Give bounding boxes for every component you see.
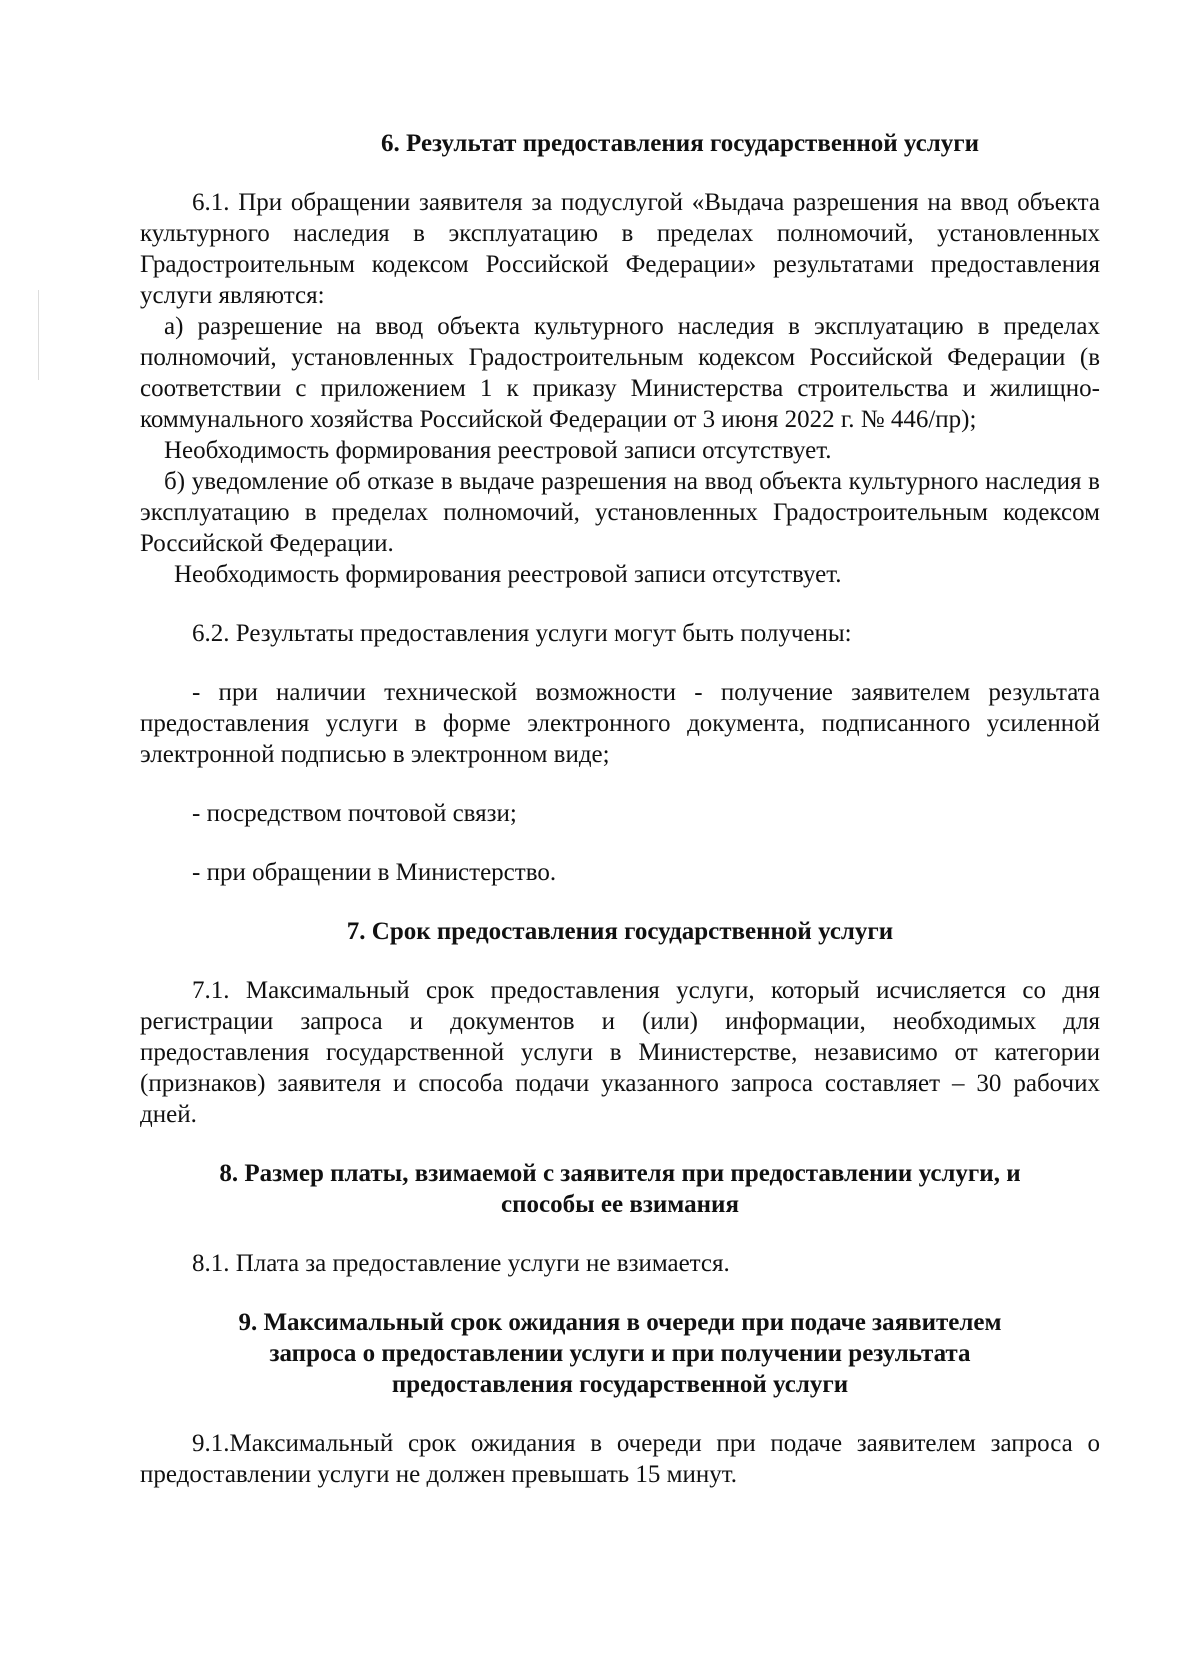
item-6-1-b-note: Необходимость формирования реестровой записи отсутствует. bbox=[174, 561, 842, 588]
section-9-heading-line2: запроса о предоставлении услуги и при получении результата bbox=[269, 1340, 971, 1367]
paragraph-6-1: 6.1. При обращении заявителя за подуслугой «Выдача разрешения на ввод объекта культурного наследия в эксплуатацию в пределах полномочий, установленных Градостроительным кодексом Российской Федерации» результатами предоставления услуги являются: bbox=[140, 189, 1100, 309]
section-7-heading: 7. Срок предоставления государственной услуги bbox=[346, 918, 894, 945]
section-9-heading-line3: предоставления государственной услуги bbox=[391, 1371, 849, 1398]
section-8 bbox=[140, 1158, 1100, 1279]
section-6-heading: 6. Результат предоставления государственной услуги bbox=[381, 130, 979, 157]
item-6-1-a: а) разрешение на ввод объекта культурного наследия в эксплуатацию в пределах полномочий, установленных Градостроительным кодексом Российской Федерации (в соответствии с приложением 1 к приказу Министерства строительства и жилищно-коммунального хозяйства Российской Федерации от 3 июня 2022 г. № 446/пр); bbox=[140, 313, 1100, 433]
section-9 bbox=[140, 1307, 1100, 1490]
document-page bbox=[140, 128, 1100, 1490]
option-post: - посредством почтовой связи; bbox=[192, 800, 517, 827]
paragraph-9-1: 9.1.Максимальный срок ожидания в очереди при подаче заявителем запроса о предоставлении услуги не должен превышать 15 минут. bbox=[140, 1430, 1100, 1488]
item-6-1-a-note: Необходимость формирования реестровой записи отсутствует. bbox=[164, 437, 832, 464]
section-9-heading-line1: 9. Максимальный срок ожидания в очереди при подаче заявителем bbox=[238, 1309, 1002, 1336]
section-8-heading-line2: способы ее взимания bbox=[501, 1191, 739, 1218]
scan-margin-mark bbox=[38, 290, 39, 380]
paragraph-7-1: 7.1. Максимальный срок предоставления услуги, который исчисляется со дня регистрации запроса и документов и (или) информации, необходимых для предоставления государственной услуги в Министерстве, независимо от категории (признаков) заявителя и способа подачи указанного запроса составляет – 30 рабочих дней. bbox=[140, 977, 1100, 1128]
paragraph-6-2: 6.2. Результаты предоставления услуги могут быть получены: bbox=[192, 620, 852, 647]
section-7 bbox=[140, 916, 1100, 1130]
option-ministry: - при обращении в Министерство. bbox=[192, 859, 557, 886]
section-6 bbox=[140, 128, 1100, 888]
option-electronic: - при наличии технической возможности - получение заявителем результата предоставления услуги в форме электронного документа, подписанного усиленной электронной подписью в электронном виде; bbox=[140, 679, 1100, 768]
item-6-1-b: б) уведомление об отказе в выдаче разрешения на ввод объекта культурного наследия в эксплуатацию в пределах полномочий, установленных Градостроительным кодексом Российской Федерации. bbox=[140, 468, 1100, 557]
paragraph-8-1: 8.1. Плата за предоставление услуги не взимается. bbox=[192, 1250, 730, 1277]
section-8-heading-line1: 8. Размер платы, взимаемой с заявителя при предоставлении услуги, и bbox=[219, 1160, 1021, 1187]
